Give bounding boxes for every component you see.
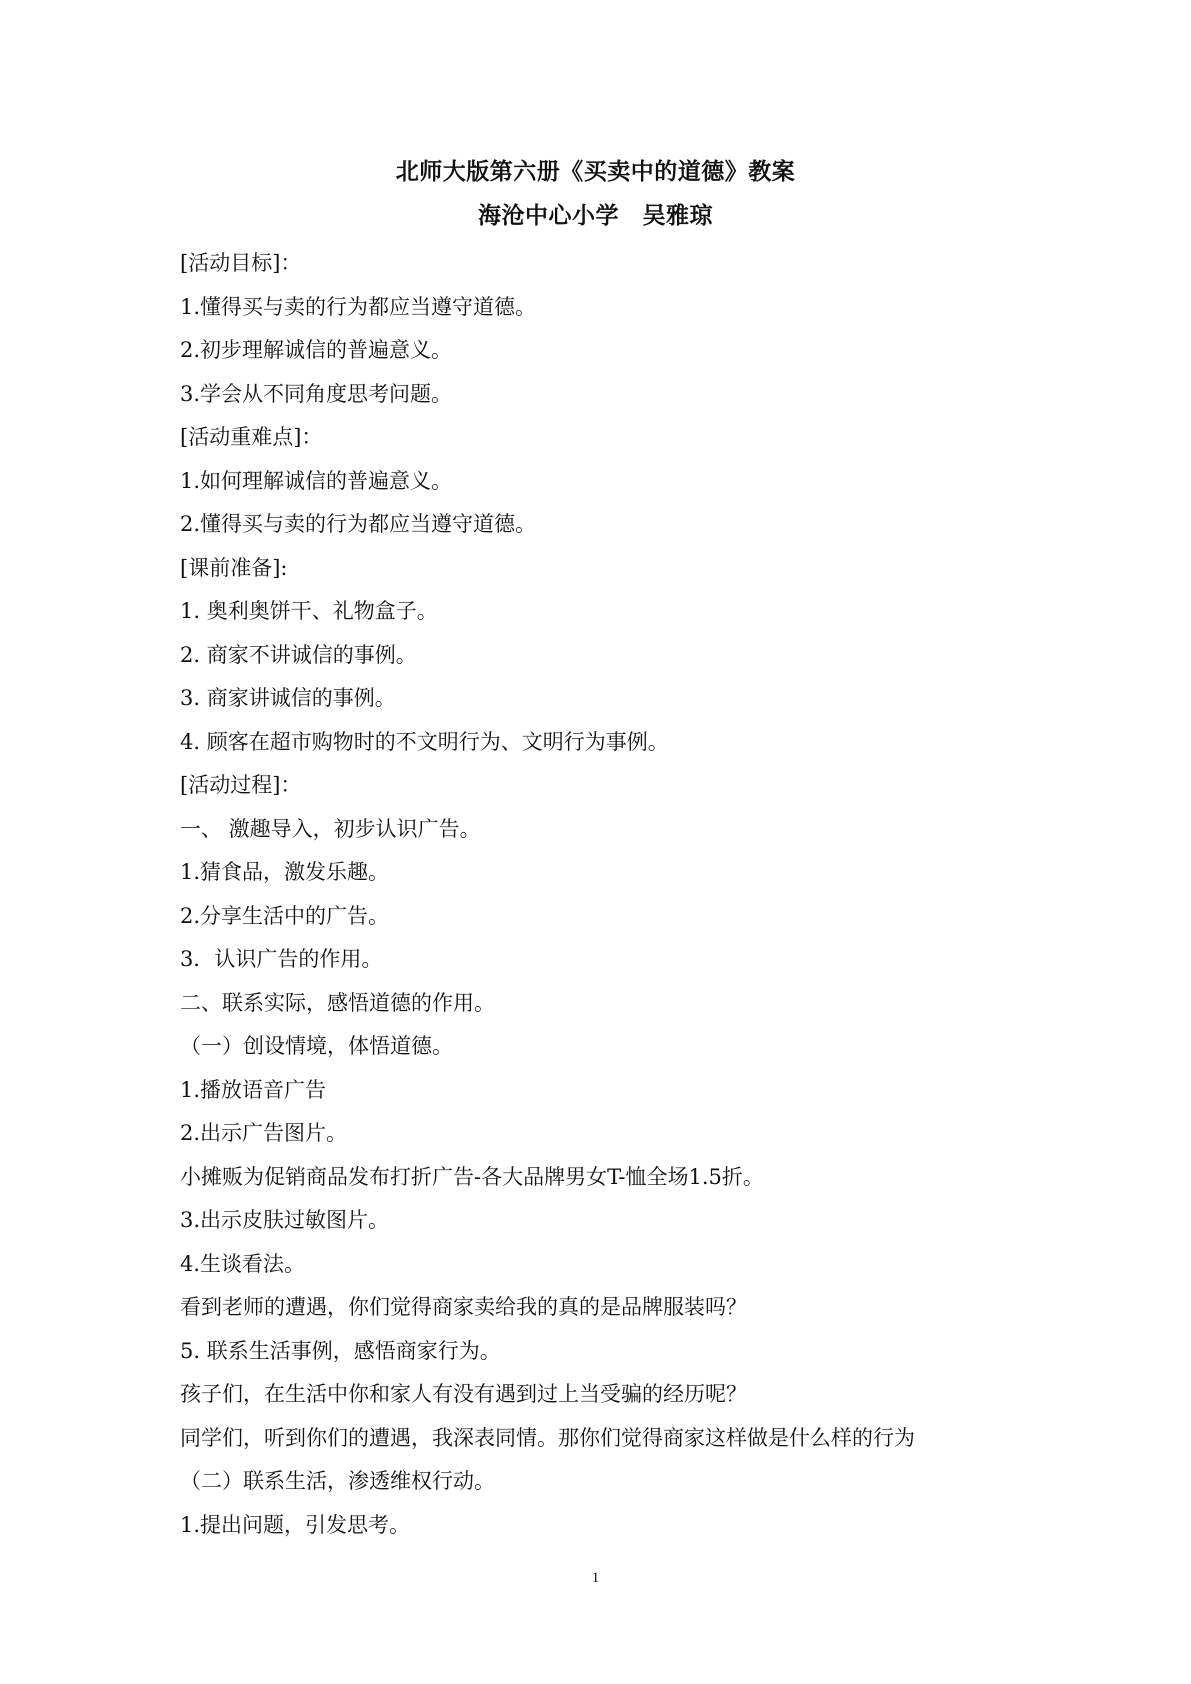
- body-line: 5. 联系生活事例，感悟商家行为。: [180, 1338, 501, 1363]
- body-line: [课前准备]:: [180, 555, 288, 580]
- body-line: 同学们，听到你们的遭遇，我深表同情。那你们觉得商家这样做是什么样的行为: [180, 1425, 915, 1450]
- body-line: [活动目标]：: [180, 251, 302, 275]
- body-line: 1.提出问题，引发思考。: [180, 1512, 411, 1537]
- body-line: 3. 商家讲诚信的事例。: [180, 686, 396, 710]
- body-line: 2.懂得买与卖的行为都应当遵守道德。: [180, 512, 537, 536]
- body-line: 二、联系实际，感悟道德的作用。: [180, 990, 495, 1015]
- body-line: 1.如何理解诚信的普遍意义。: [180, 468, 453, 493]
- body-line: [活动过程]：: [180, 773, 302, 797]
- body-line: 1.播放语音广告: [180, 1077, 327, 1102]
- author-line: 海沧中心小学 吴雅琼: [478, 203, 713, 229]
- body-line: 1. 奥利奥饼干、礼物盒子。: [180, 599, 438, 623]
- body-line: 看到老师的遭遇，你们觉得商家卖给我的真的是品牌服装吗？: [180, 1295, 747, 1319]
- body-line: （二）联系生活，渗透维权行动。: [180, 1469, 495, 1493]
- body-line: 3.出示皮肤过敏图片。: [180, 1208, 390, 1232]
- body-line: 3.学会从不同角度思考问题。: [180, 381, 453, 406]
- body-line: （一）创设情境，体悟道德。: [180, 1034, 453, 1058]
- body-line: 孩子们，在生活中你和家人有没有遇到过上当受骗的经历呢？: [180, 1382, 747, 1406]
- body-line: 2.分享生活中的广告。: [180, 903, 390, 928]
- body-line: 1.猜食品，激发乐趣。: [180, 860, 390, 884]
- body-line: 4.生谈看法。: [180, 1251, 306, 1276]
- body-line: 1.懂得买与卖的行为都应当遵守道德。: [180, 294, 537, 319]
- body-line: 一、 激趣导入，初步认识广告。: [180, 816, 481, 841]
- body-line: 2.出示广告图片。: [180, 1121, 348, 1145]
- page-number: 1: [591, 1570, 600, 1586]
- body-line: [活动重难点]：: [180, 425, 323, 449]
- body-line: 3．认识广告的作用。: [180, 947, 383, 971]
- body-line: 4. 顾客在超市购物时的不文明行为、文明行为事例。: [180, 729, 669, 754]
- body-line: 2.初步理解诚信的普遍意义。: [180, 338, 453, 362]
- body-line: 2. 商家不讲诚信的事例。: [180, 642, 417, 667]
- document-title: 北师大版第六册《买卖中的道德》教案: [395, 159, 796, 185]
- document-body: [180, 248, 1100, 1553]
- body-line: 小摊贩为促销商品发布打折广告-各大品牌男女T-恤全场1.5折。: [180, 1164, 764, 1189]
